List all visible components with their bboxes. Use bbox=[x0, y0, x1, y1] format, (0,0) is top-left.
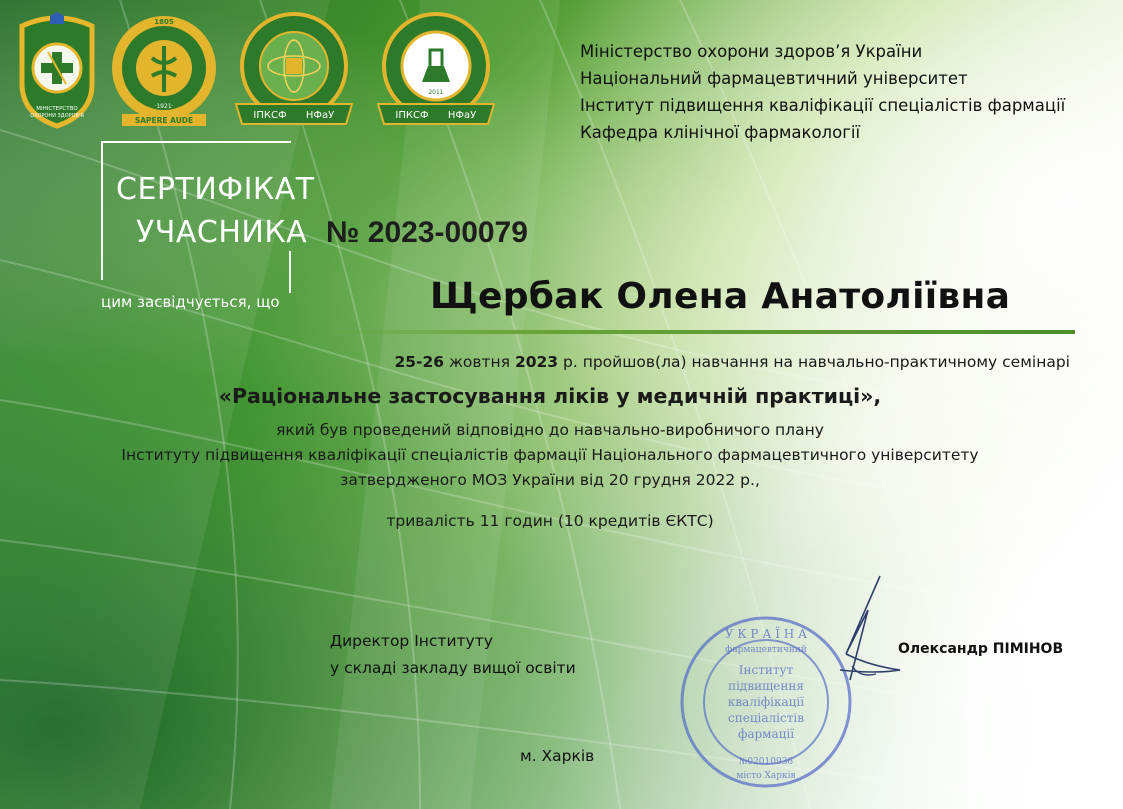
director-line-2: у складі закладу вищої освіти bbox=[330, 659, 576, 677]
org-line-institute: Інститут підвищення кваліфікації спеціалістів фармації bbox=[580, 96, 1066, 115]
org-line-university: Національний фармацевтичний університет bbox=[580, 69, 968, 88]
svg-text:підвищення: підвищення bbox=[728, 679, 804, 693]
plan-line-text: який був проведений відповідно до навчально-виробничого плану bbox=[276, 421, 824, 439]
ipksf-logo bbox=[230, 10, 358, 130]
svg-text:1805: 1805 bbox=[154, 18, 174, 26]
svg-text:фармацевтичний: фармацевтичний bbox=[725, 645, 807, 655]
org-line-ministry: Міністерство охорони здоров’я України bbox=[580, 42, 923, 61]
training-year: 2023 bbox=[514, 353, 559, 371]
training-month: жовтня bbox=[444, 353, 515, 371]
witness-text: цим засвідчується, що bbox=[101, 293, 280, 311]
duration-line-text: тривалість 11 годин (10 кредитів ЄКТС) bbox=[386, 512, 714, 530]
svg-text:ОХОРОНИ ЗДОРОВ'Я: ОХОРОНИ ЗДОРОВ'Я bbox=[30, 113, 84, 119]
org-line-department: Кафедра клінічної фармакології bbox=[580, 123, 861, 142]
department-logo bbox=[372, 10, 500, 130]
svg-text:№02010936: №02010936 bbox=[738, 757, 794, 767]
svg-text:·1921·: ·1921· bbox=[154, 103, 174, 110]
name-underline bbox=[305, 330, 1075, 334]
nfau-logo bbox=[108, 10, 220, 130]
svg-text:НФаУ: НФаУ bbox=[447, 110, 477, 121]
training-dates: 25-26 bbox=[394, 353, 445, 371]
svg-text:спеціалістів: спеціалістів bbox=[728, 711, 804, 725]
svg-text:SAPERE AUDE: SAPERE AUDE bbox=[134, 116, 194, 125]
svg-text:кваліфікації: кваліфікації bbox=[727, 695, 805, 709]
svg-text:ІПКСФ: ІПКСФ bbox=[395, 110, 429, 121]
certificate-subtitle: УЧАСНИКА bbox=[136, 215, 308, 250]
svg-text:ІПКСФ: ІПКСФ bbox=[253, 110, 287, 121]
duration-line bbox=[0, 512, 1123, 530]
svg-text:місто Харків: місто Харків bbox=[736, 771, 796, 781]
director-line-1: Директор Інституту bbox=[330, 632, 493, 650]
title-frame-right bbox=[289, 251, 291, 293]
svg-text:У К Р А Ї Н А: У К Р А Ї Н А bbox=[724, 627, 808, 641]
moh-logo bbox=[14, 12, 100, 130]
handwritten-signature bbox=[780, 570, 920, 704]
certificate-title: СЕРТИФІКАТ bbox=[116, 172, 315, 207]
institute-line bbox=[0, 446, 1123, 464]
seminar-title bbox=[0, 384, 1123, 408]
plan-line bbox=[0, 421, 1123, 439]
signer-name: Олександр ПІМІНОВ bbox=[898, 641, 1064, 657]
svg-text:НФаУ: НФаУ bbox=[305, 110, 335, 121]
svg-text:МІНІСТЕРСТВО: МІНІСТЕРСТВО bbox=[36, 106, 78, 112]
training-text: р. пройшов(ла) навчання на навчально-практичному семінарі bbox=[558, 353, 1070, 371]
training-line bbox=[300, 353, 1070, 371]
director-title bbox=[330, 628, 576, 682]
svg-text:2011: 2011 bbox=[428, 89, 444, 96]
title-frame-left bbox=[101, 141, 103, 280]
svg-text:Інститут: Інститут bbox=[738, 663, 794, 677]
institute-line-text: Інституту підвищення кваліфікації спеціалістів фармації Національного фармацевтичного університету bbox=[121, 446, 979, 464]
approval-line bbox=[0, 471, 1123, 489]
approval-line-text: затвердженого МОЗ України від 20 грудня 2022 р., bbox=[340, 471, 760, 489]
seminar-title-text: «Раціональне застосування ліків у медичній практиці», bbox=[218, 384, 882, 408]
issue-city: м. Харків bbox=[520, 747, 595, 765]
certificate-number: № 2023-00079 bbox=[326, 216, 528, 249]
title-frame-top bbox=[101, 141, 291, 143]
svg-text:фармації: фармації bbox=[737, 727, 795, 741]
organization-header bbox=[580, 38, 1065, 146]
participant-name: Щербак Олена Анатоліївна bbox=[430, 276, 1011, 317]
